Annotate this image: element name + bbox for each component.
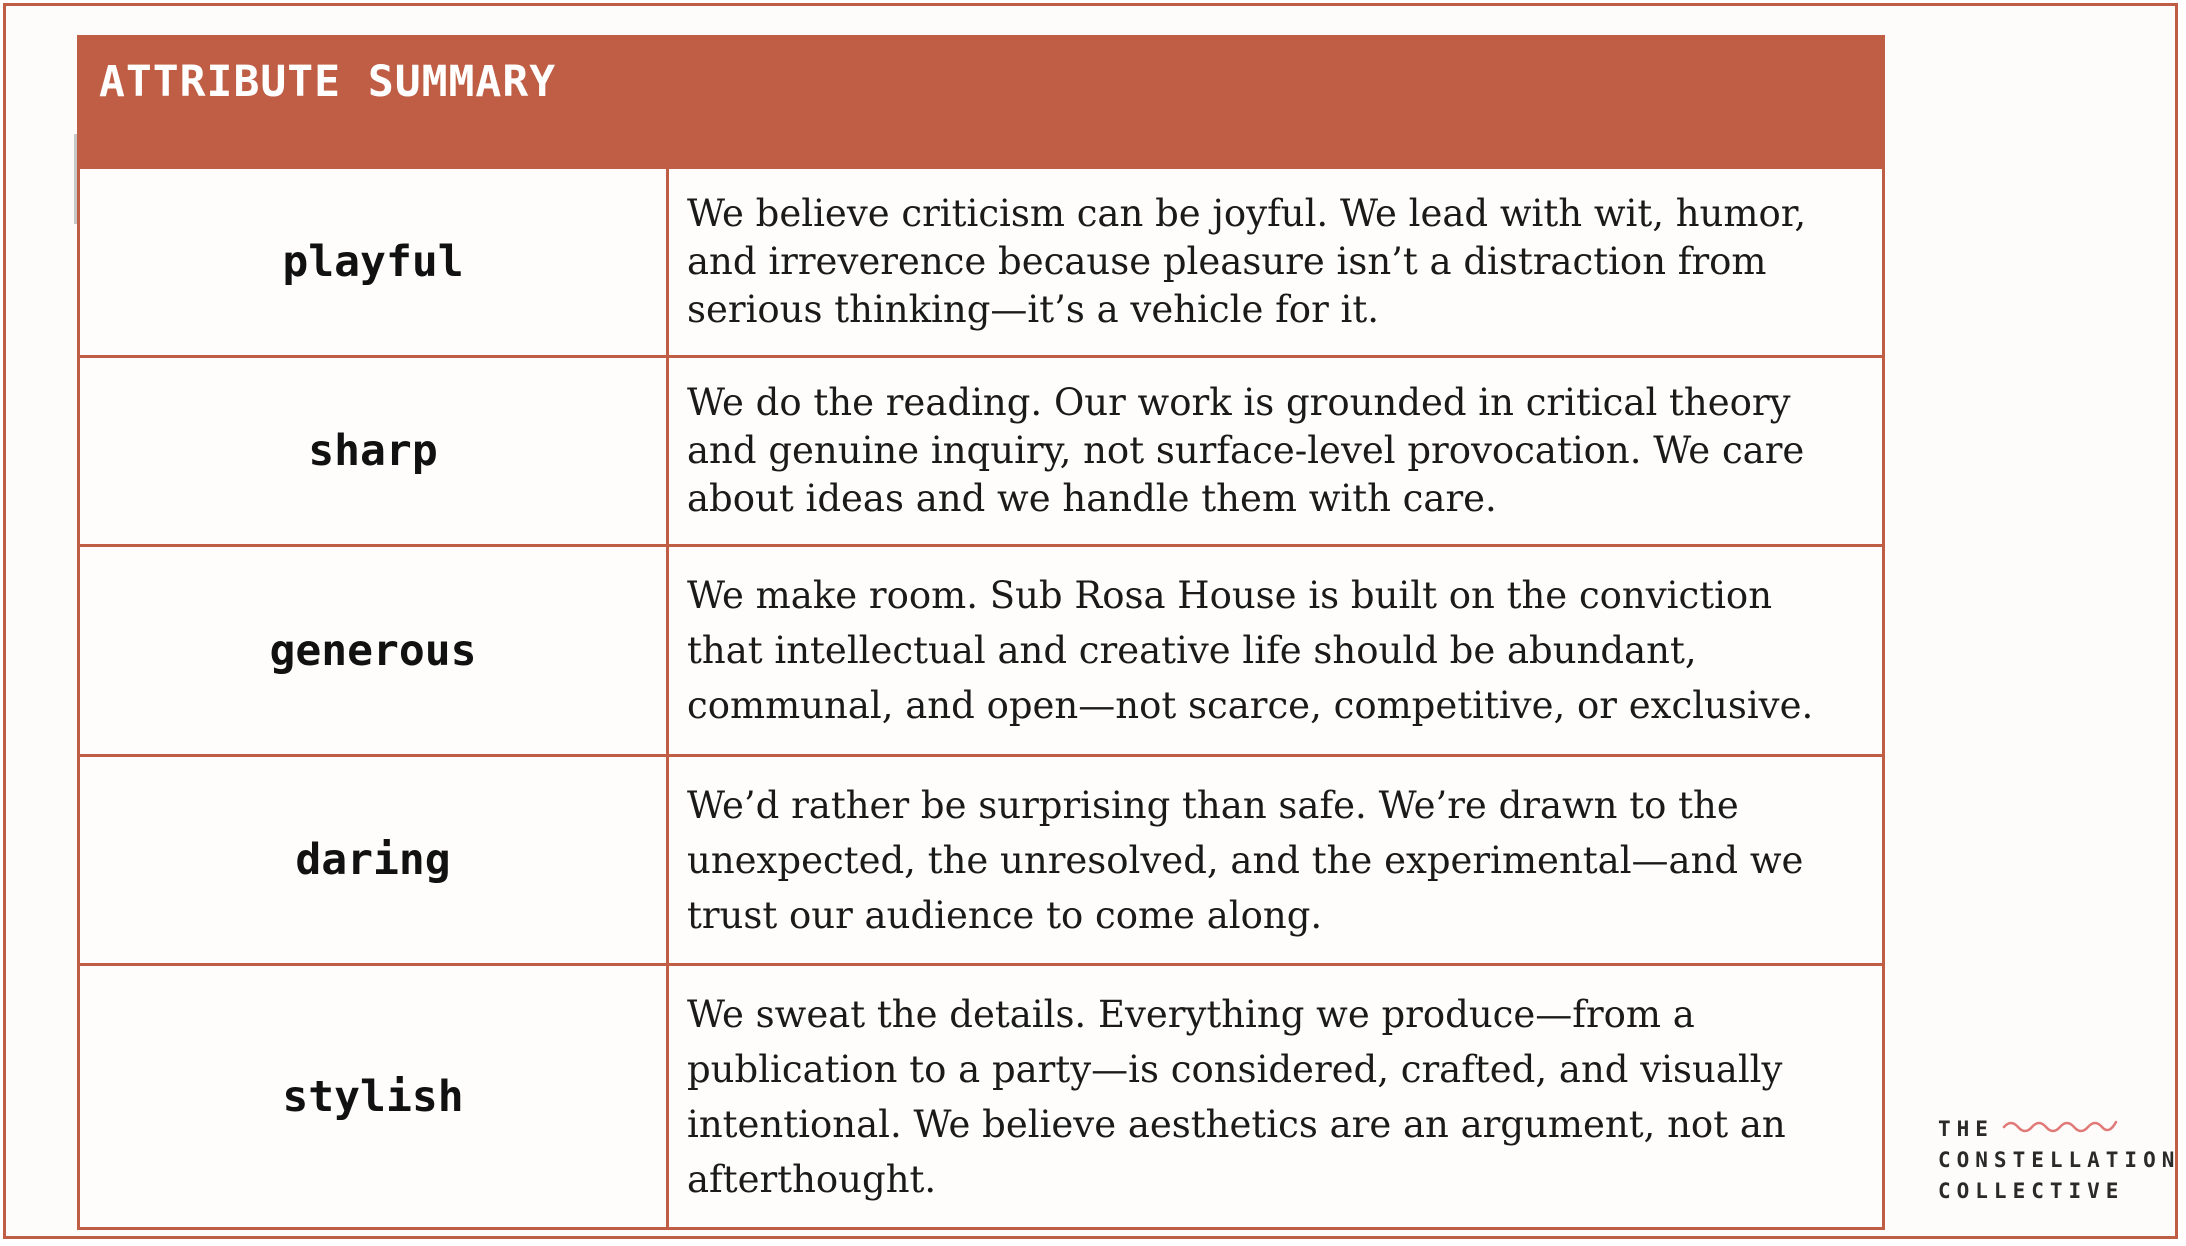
attribute-description-daring: We’d rather be surprising than safe. We’re drawn to the unexpected, the unresolved, and the experimental—and we trust our audience to come along. (668, 756, 1884, 965)
logo-line-collective: COLLECTIVE (1938, 1179, 2125, 1203)
wave-icon (2002, 1116, 2120, 1134)
table-row (79, 965, 1884, 1229)
attribute-description-stylish: We sweat the details. Everything we produce—from a publication to a party—is considered, crafted, and visually intentional. We believe aesthetics are an argument, not an afterthought. (668, 965, 1884, 1229)
attribute-description-playful: We believe criticism can be joyful. We lead with wit, humor, and irreverence because pleasure isn’t a distraction from serious thinking—it’s a vehicle for it. (668, 168, 1884, 357)
attribute-term-daring: daring (79, 756, 668, 965)
table-row (79, 168, 1884, 357)
table-header-bar (77, 35, 1885, 168)
attribute-table (77, 166, 1885, 1230)
table-row (79, 756, 1884, 965)
document-page (3, 3, 2181, 1239)
attribute-description-sharp: We do the reading. Our work is grounded in critical theory and genuine inquiry, not surface-level provocation. We care about ideas and we handle them with care. (668, 357, 1884, 546)
attribute-term-generous: generous (79, 546, 668, 756)
logo-line-the: THE (1938, 1117, 1994, 1141)
table-title: ATTRIBUTE SUMMARY (99, 57, 557, 107)
attribute-description-generous: We make room. Sub Rosa House is built on the conviction that intellectual and creative life should be abundant, communal, and open—not scarce, competitive, or exclusive. (668, 546, 1884, 756)
constellation-collective-logo (1938, 1114, 2181, 1210)
attribute-term-stylish: stylish (79, 965, 668, 1229)
table-row (79, 546, 1884, 756)
table-row (79, 357, 1884, 546)
attribute-term-sharp: sharp (79, 357, 668, 546)
attribute-term-playful: playful (79, 168, 668, 357)
logo-line-constellation: CONSTELLATION (1938, 1148, 2181, 1172)
